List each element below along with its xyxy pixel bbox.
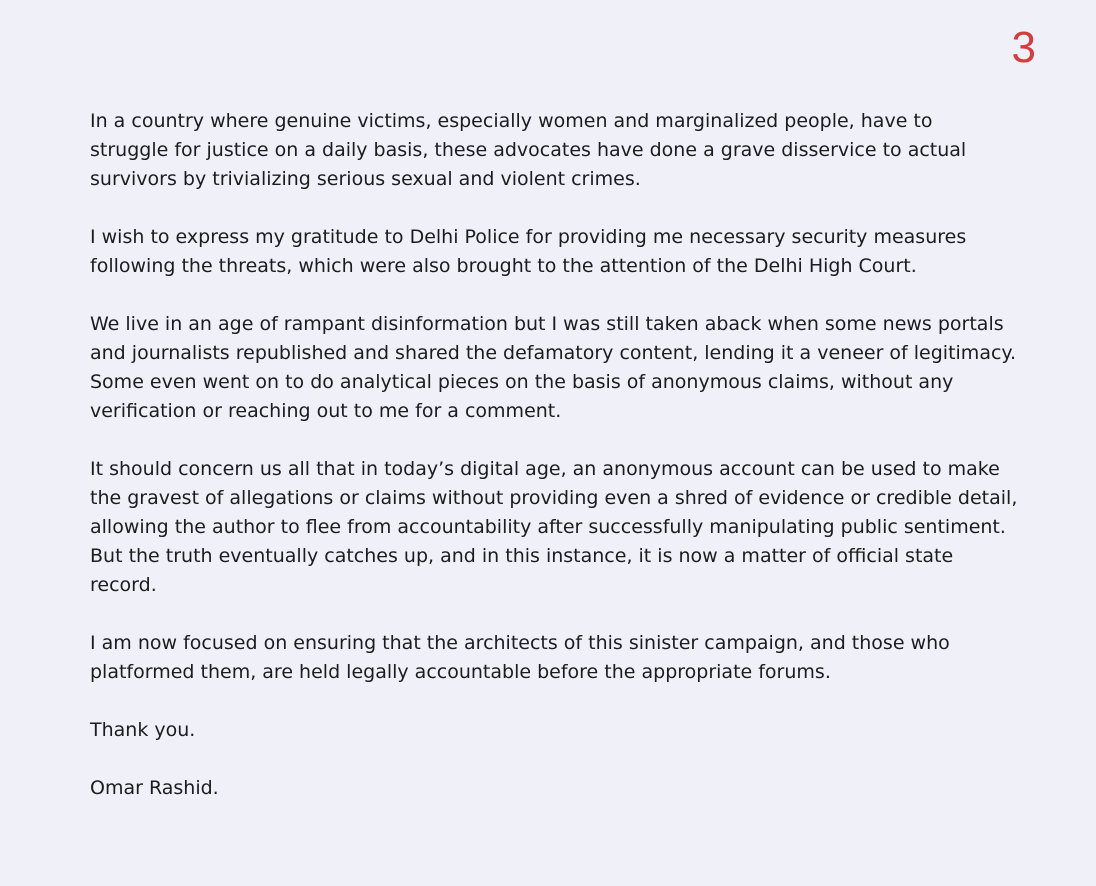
paragraph-gratitude	[90, 223, 1050, 281]
statement-body	[90, 107, 1050, 832]
text-line: I wish to express my gratitude to Delhi Police for providing me necessary security measures	[90, 226, 967, 248]
paragraph-digital-age	[90, 455, 1050, 600]
text-line: Omar Rashid.	[90, 777, 219, 799]
text-line: following the threats, which were also brought to the attention of the Delhi High Court.	[90, 255, 917, 277]
text-line: It should concern us all that in today’s digital age, an anonymous account can be used to make	[90, 458, 1000, 480]
text-line: Thank you.	[90, 719, 196, 741]
closing-thanks	[90, 716, 1050, 745]
text-line: survivors by trivializing serious sexual and violent crimes.	[90, 168, 641, 190]
text-line: I am now focused on ensuring that the architects of this sinister campaign, and those who	[90, 632, 950, 654]
text-line: platformed them, are held legally accountable before the appropriate forums.	[90, 661, 831, 683]
paragraph-disinformation	[90, 310, 1050, 426]
paragraph-victims	[90, 107, 1050, 194]
text-line: Some even went on to do analytical pieces on the basis of anonymous claims, without any	[90, 371, 954, 393]
text-line: struggle for justice on a daily basis, these advocates have done a grave disservice to actual	[90, 139, 967, 161]
signature-name	[90, 774, 1050, 803]
text-line: allowing the author to flee from accountability after successfully manipulating public sentiment.	[90, 516, 1006, 538]
text-line: and journalists republished and shared the defamatory content, lending it a veneer of legitimacy.	[90, 342, 1016, 364]
page-number: 3	[1011, 23, 1036, 72]
text-line: But the truth eventually catches up, and in this instance, it is now a matter of official state	[90, 545, 954, 567]
text-line: record.	[90, 574, 157, 596]
paragraph-accountability	[90, 629, 1050, 687]
text-line: verification or reaching out to me for a comment.	[90, 400, 562, 422]
text-line: the gravest of allegations or claims without providing even a shred of evidence or credible detail,	[90, 487, 1018, 509]
text-line: In a country where genuine victims, especially women and marginalized people, have to	[90, 110, 933, 132]
text-line: We live in an age of rampant disinformation but I was still taken aback when some news portals	[90, 313, 1004, 335]
